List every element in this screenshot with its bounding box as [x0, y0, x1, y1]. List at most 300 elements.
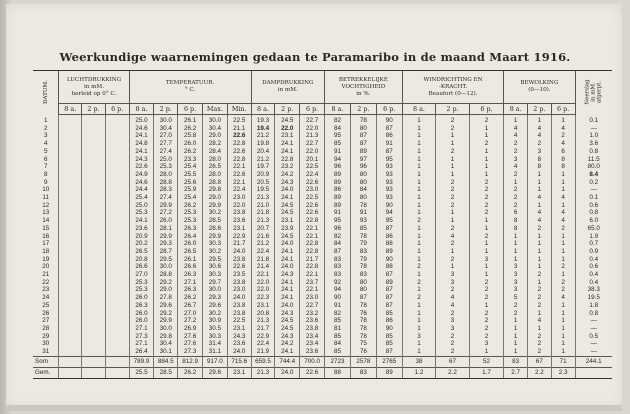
- data-cell: 23.6: [129, 225, 154, 233]
- subheader-cell: 8 a.: [504, 104, 528, 115]
- data-cell: 2: [402, 217, 435, 225]
- data-cell: 0.6: [575, 202, 612, 210]
- data-cell: 1: [551, 271, 575, 279]
- data-cell: 93: [376, 194, 402, 202]
- data-cell: 22.1: [227, 163, 251, 171]
- data-cell: 1: [402, 286, 435, 294]
- data-cell: 2: [504, 302, 528, 310]
- data-cell: 21.2: [251, 240, 275, 248]
- data-cell: 2: [436, 340, 469, 348]
- data-cell: 8: [528, 156, 552, 164]
- data-cell: 80.0: [575, 163, 612, 171]
- data-cell: 29.9: [202, 202, 227, 210]
- data-cell: 2: [436, 310, 469, 318]
- data-cell: 23.4: [300, 340, 325, 348]
- data-cell: [105, 240, 129, 248]
- data-cell: 24.5: [275, 317, 300, 325]
- data-cell: 28.8: [154, 271, 178, 279]
- data-cell: 29.0: [154, 286, 178, 294]
- date-cell: 17: [42, 240, 50, 248]
- table-row: [33, 209, 612, 217]
- date-cell: 29: [42, 332, 50, 340]
- data-cell: 95: [376, 156, 402, 164]
- data-cell: 82: [325, 233, 351, 241]
- subheader-cell: 6 p.: [105, 104, 129, 115]
- data-cell: [105, 317, 129, 325]
- data-cell: 30.5: [202, 325, 227, 333]
- data-cell: [105, 156, 129, 164]
- data-cell: 22.8: [300, 240, 325, 248]
- data-cell: 1: [402, 302, 435, 310]
- data-cell: 97: [350, 156, 376, 164]
- data-cell: 1: [402, 325, 435, 333]
- data-cell: 87: [376, 225, 402, 233]
- data-cell: [105, 333, 129, 341]
- som-cell: 244.1: [575, 356, 612, 367]
- data-cell: 4: [528, 125, 552, 133]
- data-cell: 22.8: [300, 217, 325, 225]
- data-cell: 24.5: [275, 325, 300, 333]
- data-cell: 22.6: [227, 148, 251, 156]
- data-cell: 2: [528, 348, 552, 356]
- data-cell: [105, 310, 129, 318]
- data-cell: 30.3: [202, 271, 227, 279]
- data-cell: 22.1: [300, 271, 325, 279]
- data-cell: 2: [528, 271, 552, 279]
- data-cell: [59, 125, 82, 133]
- gem-cell: 23.1: [227, 367, 251, 378]
- data-cell: [105, 132, 129, 140]
- data-cell: [82, 217, 106, 225]
- data-cell: 22.5: [227, 115, 251, 125]
- gem-cell: 1.2: [402, 367, 435, 378]
- data-cell: 30.1: [154, 348, 178, 356]
- data-cell: 2: [469, 233, 504, 241]
- data-cell: —: [575, 325, 612, 333]
- data-cell: 3: [528, 148, 552, 156]
- data-cell: 30.4: [154, 125, 178, 133]
- data-cell: 1: [469, 271, 504, 279]
- data-cell: 28.0: [202, 171, 227, 179]
- table-row: [33, 148, 612, 156]
- date-cell: 3: [43, 132, 48, 140]
- data-cell: 1.9: [575, 233, 612, 241]
- date-cell: 30: [42, 340, 50, 348]
- data-cell: [82, 194, 106, 202]
- data-cell: 22.0: [300, 125, 325, 133]
- som-cell: 67: [436, 356, 469, 367]
- data-cell: 26.9: [178, 325, 203, 333]
- data-cell: 30.4: [154, 340, 178, 348]
- data-cell: 19.5: [575, 294, 612, 302]
- data-cell: 1: [551, 256, 575, 264]
- date-cell: 28: [42, 324, 50, 332]
- data-cell: 30.3: [202, 333, 227, 341]
- data-cell: 26.3: [178, 271, 203, 279]
- data-cell: 23.0: [300, 294, 325, 302]
- data-cell: 24.1: [275, 348, 300, 356]
- data-cell: 1: [551, 115, 575, 125]
- data-cell: 84: [325, 340, 351, 348]
- data-cell: 80: [350, 286, 376, 294]
- data-cell: 24.0: [275, 186, 300, 194]
- data-cell: [82, 140, 106, 148]
- data-cell: 29.7: [202, 279, 227, 287]
- data-cell: [59, 279, 82, 287]
- data-cell: [59, 132, 82, 140]
- data-cell: 84: [350, 186, 376, 194]
- data-cell: 89: [325, 179, 351, 187]
- data-cell: [105, 202, 129, 210]
- data-cell: 8: [504, 225, 528, 233]
- data-cell: 95: [325, 132, 351, 140]
- data-cell: 1: [402, 240, 435, 248]
- data-cell: 1: [402, 317, 435, 325]
- data-cell: 29.9: [154, 233, 178, 241]
- data-cell: 23.6: [227, 340, 251, 348]
- data-cell: 2: [436, 115, 469, 125]
- data-cell: 2: [469, 333, 504, 341]
- data-cell: 24.3: [275, 310, 300, 318]
- data-cell: 23.0: [300, 186, 325, 194]
- data-cell: 1: [436, 140, 469, 148]
- data-cell: 27.4: [154, 148, 178, 156]
- data-cell: [105, 256, 129, 264]
- data-cell: 1: [551, 171, 575, 179]
- data-cell: 87: [376, 148, 402, 156]
- date-cell: 27: [42, 317, 50, 325]
- gem-cell: 89: [376, 367, 402, 378]
- data-cell: 0.7: [575, 240, 612, 248]
- data-cell: —: [575, 317, 612, 325]
- data-cell: 90: [376, 202, 402, 210]
- data-cell: 22.1: [251, 271, 275, 279]
- data-cell: 28.6: [202, 225, 227, 233]
- date-cell: 6: [43, 155, 48, 163]
- data-cell: 89: [325, 171, 351, 179]
- data-cell: [105, 140, 129, 148]
- data-cell: 2: [469, 186, 504, 194]
- date-cell: 5: [43, 147, 48, 155]
- data-cell: [82, 209, 106, 217]
- data-cell: 1: [402, 163, 435, 171]
- data-cell: 85: [376, 333, 402, 341]
- data-cell: [82, 325, 106, 333]
- data-cell: [59, 209, 82, 217]
- data-cell: 24.3: [129, 156, 154, 164]
- data-cell: 25.3: [154, 163, 178, 171]
- subheader-cell: 8 a.: [251, 104, 275, 115]
- data-cell: 22.0: [300, 148, 325, 156]
- data-cell: 3: [504, 263, 528, 271]
- som-cell: 38: [402, 356, 435, 367]
- data-cell: 92: [325, 279, 351, 287]
- date-cell: 16: [42, 232, 50, 240]
- data-cell: 75: [350, 340, 376, 348]
- data-cell: 21.8: [251, 209, 275, 217]
- data-cell: 1: [504, 179, 528, 187]
- data-cell: 20.9: [251, 171, 275, 179]
- data-cell: 1: [469, 240, 504, 248]
- date-cell: 26: [42, 309, 50, 317]
- data-cell: 2: [469, 325, 504, 333]
- header-datum: DATUM.: [33, 71, 59, 115]
- header-vochtigheid: BETREKKELIJKE VOCHTIGHEID in %.: [325, 71, 403, 104]
- data-cell: 22.7: [300, 302, 325, 310]
- data-cell: 23.0: [227, 286, 251, 294]
- data-cell: 23.8: [300, 325, 325, 333]
- data-cell: 1: [528, 325, 552, 333]
- data-cell: 1: [469, 163, 504, 171]
- data-cell: 24.6: [129, 125, 154, 133]
- data-cell: 2: [469, 209, 504, 217]
- data-cell: 0.4: [575, 279, 612, 287]
- som-cell: 2723: [325, 356, 351, 367]
- data-cell: 1: [504, 256, 528, 264]
- gem-cell: 22.6: [300, 367, 325, 378]
- data-cell: 86: [376, 233, 402, 241]
- data-cell: 23.9: [275, 225, 300, 233]
- data-cell: 23.8: [227, 310, 251, 318]
- data-cell: [59, 256, 82, 264]
- data-cell: [59, 202, 82, 210]
- data-cell: 1: [402, 248, 435, 256]
- data-cell: 23.8: [227, 209, 251, 217]
- data-cell: 96: [350, 163, 376, 171]
- data-cell: 2: [436, 186, 469, 194]
- data-cell: 27.0: [178, 310, 203, 318]
- data-cell: [105, 286, 129, 294]
- data-cell: 30.0: [154, 263, 178, 271]
- data-cell: 23.1: [227, 325, 251, 333]
- data-cell: [82, 179, 106, 187]
- data-cell: 30.2: [202, 310, 227, 318]
- data-cell: 2: [504, 310, 528, 318]
- data-cell: 23.7: [300, 279, 325, 287]
- data-cell: —: [575, 348, 612, 356]
- data-cell: 22.8: [227, 156, 251, 164]
- data-cell: 4: [436, 302, 469, 310]
- data-cell: 27.2: [154, 209, 178, 217]
- data-cell: 28.5: [202, 217, 227, 225]
- data-cell: [82, 286, 106, 294]
- data-cell: 26.0: [154, 217, 178, 225]
- data-cell: 1: [402, 225, 435, 233]
- date-cell: 9: [43, 178, 48, 186]
- data-cell: 24.3: [275, 333, 300, 341]
- data-cell: 1: [504, 248, 528, 256]
- data-cell: 27.1: [129, 340, 154, 348]
- data-cell: 79: [350, 240, 376, 248]
- data-cell: 4: [551, 294, 575, 302]
- data-cell: 78: [350, 202, 376, 210]
- data-cell: 22.7: [300, 115, 325, 125]
- data-cell: 21.2: [251, 156, 275, 164]
- data-cell: 1: [402, 310, 435, 318]
- data-cell: 83: [325, 263, 351, 271]
- subheader-cell: Max.: [202, 104, 227, 115]
- data-cell: 85: [376, 340, 402, 348]
- data-cell: 4: [528, 217, 552, 225]
- som-cell: 52: [469, 356, 504, 367]
- data-cell: 29.5: [154, 256, 178, 264]
- data-cell: 1: [402, 340, 435, 348]
- subheader-cell: 8 a.: [402, 104, 435, 115]
- data-cell: 22.8: [275, 156, 300, 164]
- data-cell: 24.1: [129, 132, 154, 140]
- data-cell: 22.5: [300, 163, 325, 171]
- data-cell: 2: [469, 140, 504, 148]
- data-cell: 1: [528, 233, 552, 241]
- data-cell: 29.9: [202, 233, 227, 241]
- date-cell: 4: [43, 140, 48, 148]
- data-cell: 80: [350, 194, 376, 202]
- data-cell: 1: [402, 194, 435, 202]
- data-cell: 1: [504, 333, 528, 341]
- data-cell: 80: [350, 279, 376, 287]
- data-cell: 2: [504, 186, 528, 194]
- data-cell: 21.8: [251, 256, 275, 264]
- data-cell: 23.6: [227, 217, 251, 225]
- data-cell: 0.5: [575, 333, 612, 341]
- data-cell: 1: [551, 248, 575, 256]
- data-cell: 29.3: [202, 294, 227, 302]
- data-cell: 26.5: [202, 163, 227, 171]
- data-cell: 26.5: [129, 248, 154, 256]
- data-cell: 21.6: [251, 233, 275, 241]
- data-cell: [59, 348, 82, 356]
- subheader-cell: Min.: [227, 104, 251, 115]
- data-cell: 1: [402, 132, 435, 140]
- page-edge: [6, 405, 622, 411]
- data-cell: 2: [528, 340, 552, 348]
- data-cell: 23.6: [300, 317, 325, 325]
- data-cell: 22.0: [251, 286, 275, 294]
- data-cell: 79: [350, 256, 376, 264]
- data-cell: 28.2: [202, 140, 227, 148]
- gem-cell: 25.5: [129, 367, 154, 378]
- data-cell: [82, 125, 106, 133]
- table-row: [33, 140, 612, 148]
- data-cell: 4: [504, 163, 528, 171]
- data-cell: 24.1: [275, 279, 300, 287]
- data-cell: 23.1: [227, 225, 251, 233]
- data-cell: 26.3: [178, 286, 203, 294]
- data-cell: 20.8: [251, 310, 275, 318]
- som-cell: 659.5: [251, 356, 275, 367]
- data-cell: 23.4: [300, 333, 325, 341]
- data-cell: 87: [376, 271, 402, 279]
- data-cell: 21.7: [227, 240, 251, 248]
- data-cell: 88: [376, 240, 402, 248]
- data-cell: 24.0: [227, 294, 251, 302]
- date-cell: 1: [43, 116, 48, 124]
- data-cell: 22.8: [300, 248, 325, 256]
- data-cell: 87: [350, 140, 376, 148]
- table-row: [33, 302, 612, 310]
- data-cell: 28.1: [154, 225, 178, 233]
- data-cell: 4: [504, 132, 528, 140]
- data-cell: 29.8: [154, 333, 178, 341]
- table-row: [33, 163, 612, 171]
- data-cell: 8.4: [575, 171, 612, 179]
- data-cell: 22.6: [300, 209, 325, 217]
- data-cell: 26.5: [178, 248, 203, 256]
- data-cell: 96: [325, 163, 351, 171]
- data-cell: 85: [376, 310, 402, 318]
- data-cell: 27.0: [129, 271, 154, 279]
- data-cell: 1: [402, 202, 435, 210]
- data-cell: 21.7: [251, 325, 275, 333]
- data-cell: 76: [350, 310, 376, 318]
- data-cell: 89: [325, 202, 351, 210]
- data-cell: 2: [402, 294, 435, 302]
- data-cell: 25.3: [129, 209, 154, 217]
- data-cell: 24.0: [227, 348, 251, 356]
- data-cell: 3: [402, 333, 435, 341]
- data-cell: 85: [325, 333, 351, 341]
- data-cell: 2: [528, 333, 552, 341]
- data-cell: 27.6: [178, 340, 203, 348]
- data-cell: 78: [350, 263, 376, 271]
- data-cell: 24.1: [275, 140, 300, 148]
- data-cell: 2: [469, 202, 504, 210]
- data-cell: 2: [528, 140, 552, 148]
- table-row: [33, 233, 612, 241]
- data-cell: [82, 163, 106, 171]
- data-cell: 87: [376, 286, 402, 294]
- date-cell: 25: [42, 301, 50, 309]
- date-cell: 24: [42, 294, 50, 302]
- som-cell: 789.9: [129, 356, 154, 367]
- data-cell: 2: [436, 286, 469, 294]
- subheader-cell: 2 p.: [154, 104, 178, 115]
- table-row: [33, 240, 612, 248]
- data-cell: 25.4: [129, 194, 154, 202]
- data-cell: 80: [350, 179, 376, 187]
- data-cell: 1: [551, 302, 575, 310]
- subheader-cell: 8 a.: [129, 104, 154, 115]
- data-cell: 1: [402, 256, 435, 264]
- data-cell: 2: [402, 263, 435, 271]
- data-cell: [82, 256, 106, 264]
- table-row: [33, 186, 612, 194]
- data-cell: 25.5: [178, 171, 203, 179]
- data-cell: 1: [469, 348, 504, 356]
- data-cell: 22.1: [300, 233, 325, 241]
- data-cell: 2: [402, 279, 435, 287]
- data-cell: 90: [376, 325, 402, 333]
- data-cell: 29.0: [202, 132, 227, 140]
- data-cell: 27.1: [178, 279, 203, 287]
- weather-table: [33, 70, 612, 379]
- data-cell: 1: [469, 171, 504, 179]
- data-cell: 1: [402, 171, 435, 179]
- data-cell: 3: [436, 279, 469, 287]
- data-cell: 89: [325, 194, 351, 202]
- data-cell: 93: [376, 171, 402, 179]
- data-cell: 24.1: [275, 148, 300, 156]
- data-cell: [82, 148, 106, 156]
- table-body: [33, 115, 612, 357]
- data-cell: 1: [402, 125, 435, 133]
- data-cell: 89: [376, 279, 402, 287]
- data-cell: 1: [528, 256, 552, 264]
- data-cell: 83: [350, 271, 376, 279]
- data-cell: 23.1: [251, 302, 275, 310]
- subheader-cell: 2 p.: [436, 104, 469, 115]
- data-cell: [82, 271, 106, 279]
